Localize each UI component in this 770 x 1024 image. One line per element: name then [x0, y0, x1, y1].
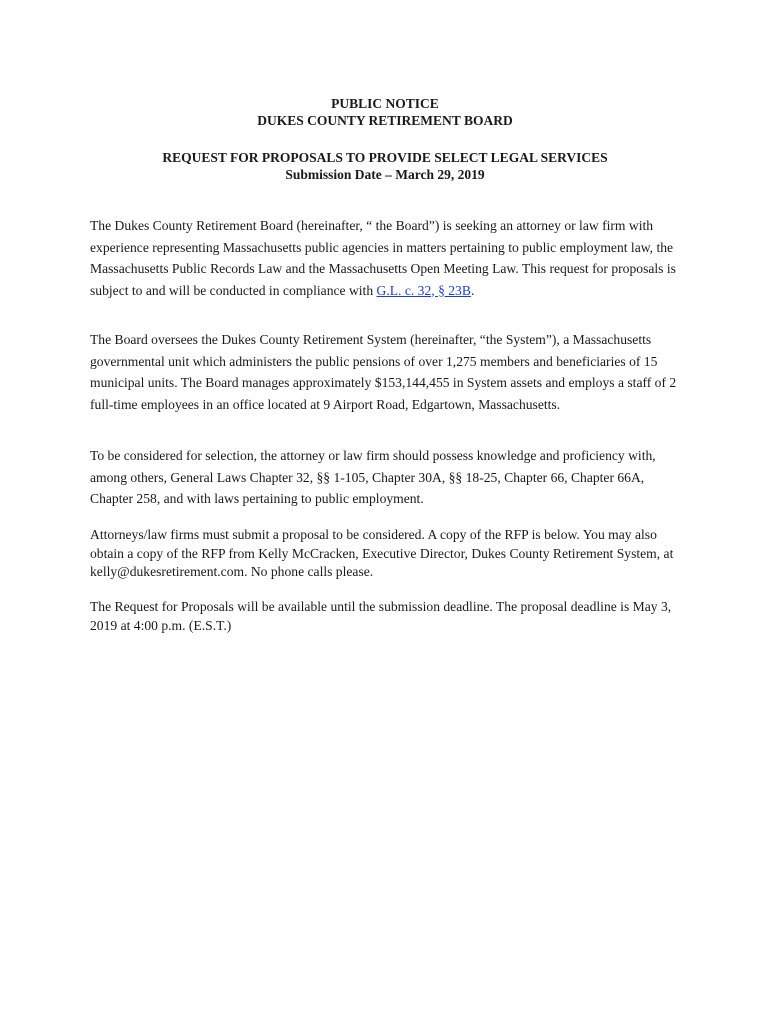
- paragraph-board-overview: The Board oversees the Dukes County Retirement System (hereinafter, “the System”), a Massachusetts governmental unit which administers the public pensions of over 1,275 members and beneficiaries of 15 municipal units. The Board manages approximately $153,144,455 in System assets and employs a staff of 2 full-time employees in an office located at 9 Airport Road, Edgartown, Massachusetts.: [90, 332, 677, 412]
- board-name: DUKES COUNTY RETIREMENT BOARD: [257, 113, 513, 128]
- paragraph-intro: [90, 215, 680, 301]
- paragraph-submission-info: Attorneys/law firms must submit a proposal to be considered. A copy of the RFP is below. You may also obtain a copy of the RFP from Kelly McCracken, Executive Director, Dukes County Retirement System, at kelly@dukesretirement.com. No phone calls please.: [90, 527, 674, 579]
- rfp-title: REQUEST FOR PROPOSALS TO PROVIDE SELECT LEGAL SERVICES: [162, 150, 608, 165]
- submission-date: Submission Date – March 29, 2019: [285, 167, 485, 182]
- paragraph-intro-end: .: [470, 282, 475, 298]
- law-citation-link[interactable]: G.L. c. 32, § 23B: [376, 282, 471, 298]
- notice-title: PUBLIC NOTICE: [331, 96, 439, 111]
- notice-header: [90, 95, 680, 129]
- rfp-header: [90, 149, 680, 183]
- paragraph-intro-text: The Dukes County Retirement Board (hereinafter, “ the Board”) is seeking an attorney or law firm with experience representing Massachusetts public agencies in matters pertaining to public employment law, the Massachusetts Public Records Law and the Massachusetts Open Meeting Law. This request for proposals is subject to and will be conducted in compliance with: [90, 218, 676, 298]
- paragraph-deadline: The Request for Proposals will be available until the submission deadline. The proposal deadline is May 3, 2019 at 4:00 p.m. (E.S.T.): [90, 599, 672, 633]
- paragraph-qualifications: To be considered for selection, the attorney or law firm should possess knowledge and proficiency with, among others, General Laws Chapter 32, §§ 1-105, Chapter 30A, §§ 18-25, Chapter 66, Chapter 66A, Chapter 258, and with laws pertaining to public employment.: [90, 448, 656, 506]
